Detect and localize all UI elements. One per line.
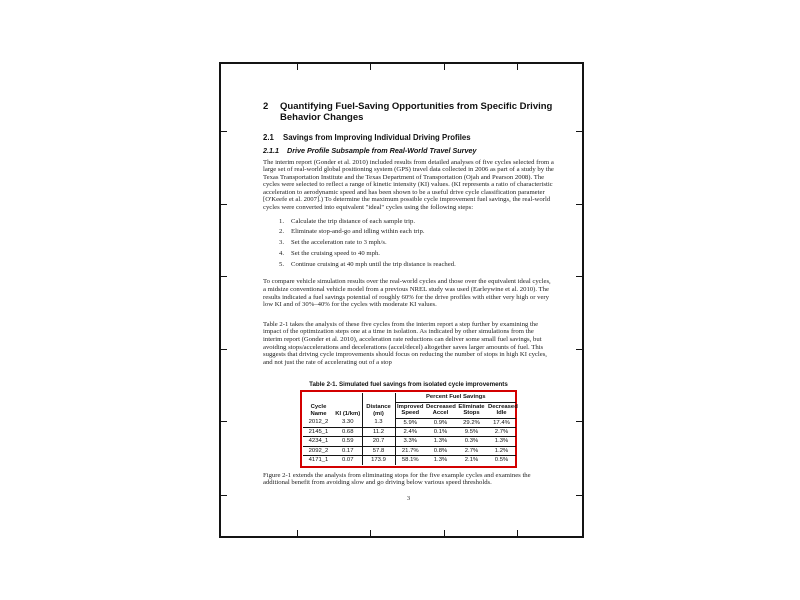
step-item: Calculate the trip distance of each sample trip. xyxy=(291,217,416,225)
step-item: Set the cruising speed to 40 mph. xyxy=(291,250,380,257)
cell-improved-speed: 5.9% xyxy=(395,418,425,427)
frame-tick-mark xyxy=(517,64,518,70)
cell-cycle: 2012_2 xyxy=(303,418,334,427)
frame-tick-mark xyxy=(370,64,371,70)
frame-tick-mark xyxy=(517,530,518,536)
cell-cycle: 2145_1 xyxy=(303,427,334,436)
ideal-cycle-steps-list xyxy=(263,218,554,269)
frame-tick-mark xyxy=(444,64,445,70)
cell-ki: 0.07 xyxy=(334,456,362,465)
frame-tick-mark xyxy=(576,421,582,422)
table-row xyxy=(303,427,516,436)
page-content xyxy=(263,102,554,502)
cell-decreased-accel: 0.1% xyxy=(425,427,456,436)
cell-ki: 0.17 xyxy=(334,446,362,455)
cell-eliminate-stops: 29.2% xyxy=(456,418,487,427)
subsubsection-number: 2.1.1 xyxy=(263,145,279,155)
cell-decreased-idle: 1.3% xyxy=(487,437,516,446)
table-row xyxy=(303,456,516,465)
column-header-distance: Distance (mi) xyxy=(362,393,395,418)
subsection-heading xyxy=(263,134,554,143)
cell-ki: 3.30 xyxy=(334,418,362,427)
column-header-ki: KI (1/km) xyxy=(334,393,362,418)
section-title: Quantifying Fuel-Saving Opportunities from Specific Driving Behavior Changes xyxy=(280,101,553,123)
frame-tick-mark xyxy=(297,530,298,536)
section-number: 2 xyxy=(263,101,269,112)
cell-decreased-idle: 2.7% xyxy=(487,427,516,436)
cell-decreased-idle: 1.2% xyxy=(487,446,516,455)
section-heading xyxy=(263,102,554,123)
frame-tick-mark xyxy=(444,530,445,536)
frame-tick-mark xyxy=(221,349,227,350)
table-highlight-box xyxy=(300,390,517,467)
cell-cycle: 2092_2 xyxy=(303,446,334,455)
frame-tick-mark xyxy=(576,349,582,350)
cell-ki: 0.59 xyxy=(334,437,362,446)
paragraph-table-discussion: Table 2-1 takes the analysis of these five cycles from the interim report a step further by examining the impact of the optimization steps one at a time in isolation. As indicated by other simulations from the interim report (Gonder et al. 2010), acceleration rate reductions can deliver some small fuel savings, but avoiding stops/accelerations and decelerations (accel/decel) altogether saves larger amounts of fuel. This suggests that driving cycle improvements should focus on reducing the number of stops in high KI cycles, and not just the rate of accelerating out of a stop xyxy=(263,320,547,366)
column-header-cycle-name: Cycle Name xyxy=(310,404,327,417)
page-number: 3 xyxy=(406,494,411,502)
cell-decreased-accel: 1.3% xyxy=(425,456,456,465)
cell-distance: 1.3 xyxy=(362,418,395,427)
step-item: Eliminate stop-and-go and idling within each trip. xyxy=(291,228,425,236)
paragraph-simulation-results: To compare vehicle simulation results over the real-world cycles and those over the equivalent ideal cycles, a midsize conventional vehicle model from a previous NREL study was used (Earleywine et al. 2010). The results indicated a fuel savings potential of roughly 60% for the drive profiles with either very high or very low KI and of 30%–40% for the cycles with moderate KI values. xyxy=(263,278,551,309)
frame-tick-mark xyxy=(297,64,298,70)
column-header-decreased-idle: Decreased Idle xyxy=(488,403,518,417)
paragraph-intro: The interim report (Gonder et al. 2010) included results from detailed analyses of five cycles selected from a large set of real-world global positioning system (GPS) travel data collected in 2006 as part of a study by the Texas Transportation Institute and the Texas Department of Transportation (Ojah and Pearson 2008). The cycles were selected to reflect a range of kinetic intensity (KI) values. (KI represents a ratio of characteristic acceleration to aerodynamic speed and has been shown to be a useful drive cycle classification parameter [O'Keefe et al. 2007].) To determine the maximum possible cycle improvement fuel savings, the real-world cycles were converted into equivalent "ideal" cycles using the following steps: xyxy=(263,158,554,212)
cell-decreased-idle: 17.4% xyxy=(487,418,516,427)
frame-tick-mark xyxy=(221,204,227,205)
frame-tick-mark xyxy=(221,131,227,132)
cell-improved-speed: 21.7% xyxy=(395,446,425,455)
column-header-improved-speed: Improved Speed xyxy=(396,403,424,417)
cell-cycle: 4234_1 xyxy=(303,437,334,446)
cell-decreased-accel: 0.8% xyxy=(425,446,456,455)
column-header-decreased-accel: Decreased Accel xyxy=(426,403,456,417)
cell-eliminate-stops: 0.3% xyxy=(456,437,487,446)
cell-decreased-accel: 1.3% xyxy=(425,437,456,446)
cell-decreased-idle: 0.5% xyxy=(487,456,516,465)
cell-distance: 11.2 xyxy=(362,427,395,436)
fuel-savings-table xyxy=(303,393,516,464)
frame-tick-mark xyxy=(576,204,582,205)
cell-distance: 173.9 xyxy=(362,456,395,465)
cell-eliminate-stops: 2.1% xyxy=(456,456,487,465)
frame-tick-mark xyxy=(221,276,227,277)
cell-distance: 57.8 xyxy=(362,446,395,455)
frame-tick-mark xyxy=(576,131,582,132)
report-page xyxy=(219,62,584,538)
step-item: Set the acceleration rate to 3 mph/s. xyxy=(291,239,387,247)
subsection-title: Savings from Improving Individual Driving Profiles xyxy=(283,133,471,142)
table-row xyxy=(303,446,516,455)
cell-improved-speed: 58.1% xyxy=(395,456,425,465)
table-row xyxy=(303,418,516,427)
frame-tick-mark xyxy=(576,495,582,496)
subsection-number: 2.1 xyxy=(263,133,274,142)
cell-cycle: 4171_1 xyxy=(303,456,334,465)
table-caption: Table 2-1. Simulated fuel savings from isolated cycle improvements xyxy=(309,381,508,389)
frame-tick-mark xyxy=(576,276,582,277)
cell-improved-speed: 3.3% xyxy=(395,437,425,446)
cell-distance: 20.7 xyxy=(362,437,395,446)
cell-decreased-accel: 0.9% xyxy=(425,418,456,427)
cell-eliminate-stops: 9.5% xyxy=(456,427,487,436)
column-header-eliminate-stops: Eliminate Stops xyxy=(456,402,487,418)
step-item: Continue cruising at 40 mph until the trip distance is reached. xyxy=(291,260,456,268)
frame-tick-mark xyxy=(221,421,227,422)
frame-tick-mark xyxy=(370,530,371,536)
column-group-header-percent-fuel-savings: Percent Fuel Savings xyxy=(395,393,516,402)
cell-improved-speed: 2.4% xyxy=(395,427,425,436)
cell-eliminate-stops: 2.7% xyxy=(456,446,487,455)
paragraph-figure-reference: Figure 2-1 extends the analysis from eliminating stops for the five example cycles and examines the additional benefit from avoiding slow and go driving below various speed thresholds. xyxy=(263,471,531,487)
table-row xyxy=(303,437,516,446)
cell-ki: 0.68 xyxy=(334,427,362,436)
subsubsection-heading xyxy=(263,147,554,155)
subsubsection-title: Drive Profile Subsample from Real-World Travel Survey xyxy=(287,145,477,155)
frame-tick-mark xyxy=(221,495,227,496)
